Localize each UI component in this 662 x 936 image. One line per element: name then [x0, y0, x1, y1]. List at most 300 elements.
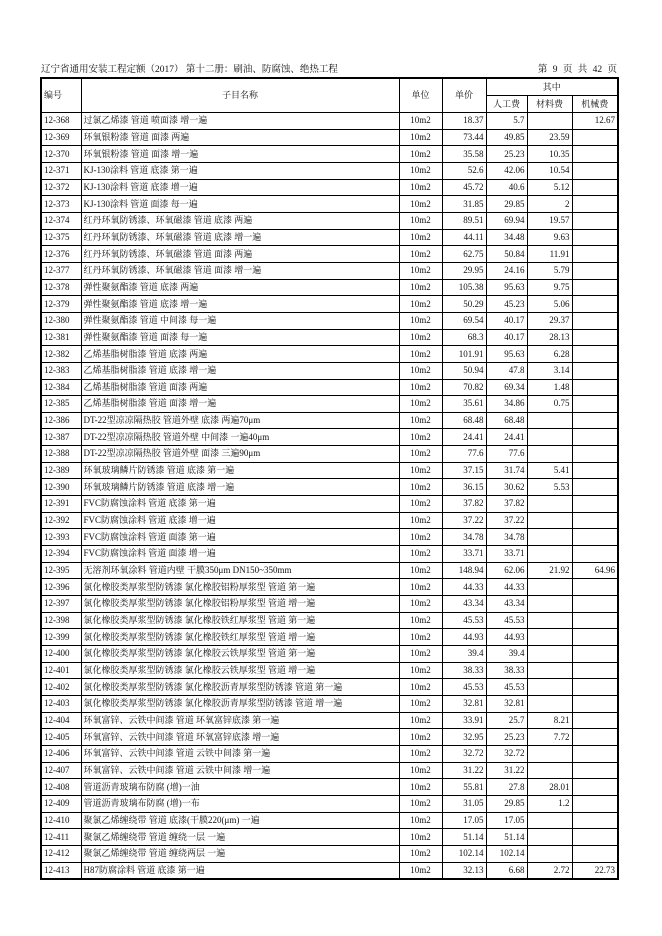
cell-unit: 10m2 [399, 662, 442, 679]
cell-price: 68.3 [442, 329, 486, 346]
table-row [41, 179, 618, 196]
cell-name: 过氯乙烯漆 管道 喷面漆 增一遍 [81, 113, 399, 130]
cell-labor: 69.94 [486, 212, 527, 229]
cell-code: 12-397 [41, 596, 81, 613]
cell-material: 19.57 [527, 212, 572, 229]
cell-name: 弹性聚氨酯漆 管道 中间漆 每一遍 [81, 312, 399, 329]
cell-name: KJ-130涂料 管道 面漆 每一遍 [81, 196, 399, 213]
cell-machine [572, 229, 618, 246]
cell-code: 12-394 [41, 546, 81, 563]
cell-name: 环氧玻璃鳞片防锈漆 管道 底漆 增一遍 [81, 479, 399, 496]
cell-unit: 10m2 [399, 562, 442, 579]
cell-material [527, 546, 572, 563]
table-row [41, 229, 618, 246]
cell-name: 氯化橡胶类厚浆型防锈漆 氯化橡胶沥青厚浆型防锈漆 管道 第一遍 [81, 679, 399, 696]
cell-name: 氯化橡胶类厚浆型防锈漆 氯化橡胶铁红厚浆型 管道 增一遍 [81, 629, 399, 646]
cell-material [527, 596, 572, 613]
cell-labor: 45.53 [486, 679, 527, 696]
cell-machine: 64.96 [572, 562, 618, 579]
cell-name: 无溶剂环氧涂料 管道内壁 干膜350μm DN150~350mm [81, 562, 399, 579]
cell-price: 73.44 [442, 129, 486, 146]
cell-unit: 10m2 [399, 779, 442, 796]
table-row [41, 695, 618, 712]
table-row [41, 446, 618, 463]
cell-price: 148.94 [442, 562, 486, 579]
cell-machine [572, 346, 618, 363]
table-row [41, 196, 618, 213]
cell-unit: 10m2 [399, 362, 442, 379]
cell-material [527, 579, 572, 596]
cell-labor: 37.82 [486, 496, 527, 513]
header-price: 单价 [442, 78, 486, 113]
cell-code: 12-408 [41, 779, 81, 796]
cell-labor: 24.41 [486, 429, 527, 446]
cell-labor: 25.23 [486, 729, 527, 746]
cell-price: 62.75 [442, 246, 486, 263]
cell-unit: 10m2 [399, 812, 442, 829]
cell-unit: 10m2 [399, 629, 442, 646]
cell-machine [572, 246, 618, 263]
table-row [41, 129, 618, 146]
cell-machine [572, 612, 618, 629]
cell-price: 37.82 [442, 496, 486, 513]
cell-unit: 10m2 [399, 396, 442, 413]
table-row [41, 162, 618, 179]
cell-name: DT-22型凉凉隔热胶 管道外壁 底漆 两遍70μm [81, 412, 399, 429]
cell-material: 5.53 [527, 479, 572, 496]
cell-code: 12-379 [41, 296, 81, 313]
cell-material [527, 829, 572, 846]
cell-unit: 10m2 [399, 113, 442, 130]
cell-price: 89.51 [442, 212, 486, 229]
cell-name: 弹性聚氨酯漆 管道 底漆 两遍 [81, 279, 399, 296]
table-row [41, 362, 618, 379]
cell-code: 12-413 [41, 862, 81, 879]
cell-price: 51.14 [442, 829, 486, 846]
cell-name: 管道沥青玻璃布防腐 (增)一布 [81, 795, 399, 812]
cell-machine [572, 312, 618, 329]
cell-unit: 10m2 [399, 312, 442, 329]
header-labor: 人工费 [486, 96, 527, 113]
cell-labor: 39.4 [486, 646, 527, 663]
cell-code: 12-395 [41, 562, 81, 579]
table-row [41, 862, 618, 879]
cell-code: 12-396 [41, 579, 81, 596]
cell-code: 12-411 [41, 829, 81, 846]
cell-machine [572, 829, 618, 846]
cell-unit: 10m2 [399, 695, 442, 712]
cell-labor: 40.6 [486, 179, 527, 196]
cell-labor: 32.72 [486, 745, 527, 762]
cell-code: 12-370 [41, 146, 81, 163]
header-name: 子目名称 [81, 78, 399, 113]
table-row [41, 496, 618, 513]
table-row [41, 712, 618, 729]
cell-unit: 10m2 [399, 296, 442, 313]
cell-machine [572, 712, 618, 729]
header-material: 材料费 [527, 96, 572, 113]
cell-machine [572, 146, 618, 163]
cell-code: 12-405 [41, 729, 81, 746]
cell-labor: 95.63 [486, 279, 527, 296]
cell-machine [572, 812, 618, 829]
cell-machine [572, 745, 618, 762]
cell-unit: 10m2 [399, 279, 442, 296]
cell-code: 12-372 [41, 179, 81, 196]
cell-code: 12-407 [41, 762, 81, 779]
cell-name: 环氧富锌、云铁中间漆 管道 云铁中间漆 第一遍 [81, 745, 399, 762]
cell-price: 77.6 [442, 446, 486, 463]
table-row [41, 679, 618, 696]
cell-unit: 10m2 [399, 479, 442, 496]
cell-material: 1.2 [527, 795, 572, 812]
cell-code: 12-376 [41, 246, 81, 263]
cell-name: 红丹环氧防锈漆、环氧磁漆 管道 面漆 两遍 [81, 246, 399, 263]
cell-machine [572, 529, 618, 546]
cell-machine [572, 479, 618, 496]
table-row [41, 262, 618, 279]
cell-labor: 102.14 [486, 845, 527, 862]
cell-price: 45.53 [442, 612, 486, 629]
cell-price: 55.81 [442, 779, 486, 796]
cell-material: 2 [527, 196, 572, 213]
table-row [41, 579, 618, 596]
cell-unit: 10m2 [399, 429, 442, 446]
cell-machine [572, 729, 618, 746]
page-number: 第 9 页 共 42 页 [537, 65, 617, 75]
cell-code: 12-392 [41, 512, 81, 529]
table-row [41, 296, 618, 313]
cell-code: 12-381 [41, 329, 81, 346]
table-row [41, 379, 618, 396]
cell-unit: 10m2 [399, 329, 442, 346]
cell-labor: 62.06 [486, 562, 527, 579]
cell-unit: 10m2 [399, 129, 442, 146]
cell-name: 氯化橡胶类厚浆型防锈漆 氯化橡胶铝粉厚浆型 管道 增一遍 [81, 596, 399, 613]
cell-unit: 10m2 [399, 512, 442, 529]
cell-price: 36.15 [442, 479, 486, 496]
cell-name: 环氧富锌、云铁中间漆 管道 云铁中间漆 增一遍 [81, 762, 399, 779]
cell-material: 6.28 [527, 346, 572, 363]
cell-code: 12-375 [41, 229, 81, 246]
cell-material [527, 446, 572, 463]
cell-unit: 10m2 [399, 229, 442, 246]
cell-price: 35.61 [442, 396, 486, 413]
cell-labor: 5.7 [486, 113, 527, 130]
cell-material: 29.37 [527, 312, 572, 329]
cell-name: 弹性聚氨酯漆 管道 底漆 增一遍 [81, 296, 399, 313]
cell-name: FVC防腐蚀涂料 管道 面漆 增一遍 [81, 546, 399, 563]
cell-machine [572, 679, 618, 696]
cell-material: 5.06 [527, 296, 572, 313]
cell-unit: 10m2 [399, 196, 442, 213]
cell-price: 43.34 [442, 596, 486, 613]
cell-name: 乙烯基脂树脂漆 管道 底漆 增一遍 [81, 362, 399, 379]
cell-price: 37.22 [442, 512, 486, 529]
table-body [41, 113, 618, 880]
cell-price: 45.53 [442, 679, 486, 696]
cell-price: 101.91 [442, 346, 486, 363]
cell-labor: 27.8 [486, 779, 527, 796]
cell-material: 28.13 [527, 329, 572, 346]
cell-labor: 51.14 [486, 829, 527, 846]
cell-labor: 34.86 [486, 396, 527, 413]
cell-name: 环氧银粉漆 管道 面漆 增一遍 [81, 146, 399, 163]
document-title: 辽宁省通用安装工程定额（2017） 第十二册：刷油、防腐蚀、绝热工程 [41, 65, 338, 75]
cell-material [527, 745, 572, 762]
cell-labor: 30.62 [486, 479, 527, 496]
cell-price: 35.58 [442, 146, 486, 163]
cell-machine [572, 262, 618, 279]
cell-labor: 95.63 [486, 346, 527, 363]
cell-code: 12-368 [41, 113, 81, 130]
cell-unit: 10m2 [399, 446, 442, 463]
cell-labor: 37.22 [486, 512, 527, 529]
table-row [41, 662, 618, 679]
cell-name: 氯化橡胶类厚浆型防锈漆 氯化橡胶铁红厚浆型 管道 第一遍 [81, 612, 399, 629]
cell-unit: 10m2 [399, 712, 442, 729]
cell-name: 氯化橡胶类厚浆型防锈漆 氯化橡胶云铁厚浆型 管道 增一遍 [81, 662, 399, 679]
cell-machine [572, 795, 618, 812]
header-unit: 单位 [399, 78, 442, 113]
table-row [41, 546, 618, 563]
cell-unit: 10m2 [399, 745, 442, 762]
table-row [41, 529, 618, 546]
table-row [41, 629, 618, 646]
cell-machine [572, 429, 618, 446]
cell-machine [572, 695, 618, 712]
cell-price: 50.29 [442, 296, 486, 313]
cell-price: 37.15 [442, 462, 486, 479]
cell-price: 17.05 [442, 812, 486, 829]
cell-material [527, 762, 572, 779]
cell-machine [572, 362, 618, 379]
cell-machine [572, 162, 618, 179]
cell-machine [572, 196, 618, 213]
cell-unit: 10m2 [399, 179, 442, 196]
cell-material [527, 429, 572, 446]
cell-material [527, 629, 572, 646]
cell-name: 乙烯基脂树脂漆 管道 底漆 两遍 [81, 346, 399, 363]
cell-code: 12-385 [41, 396, 81, 413]
cell-machine [572, 579, 618, 596]
cell-material [527, 662, 572, 679]
cell-machine: 22.73 [572, 862, 618, 879]
cell-name: 氯化橡胶类厚浆型防锈漆 氯化橡胶沥青厚浆型防锈漆 管道 增一遍 [81, 695, 399, 712]
cell-code: 12-400 [41, 646, 81, 663]
cell-unit: 10m2 [399, 795, 442, 812]
cell-name: 氯化橡胶类厚浆型防锈漆 氯化橡胶云铁厚浆型 管道 第一遍 [81, 646, 399, 663]
cell-price: 68.48 [442, 412, 486, 429]
cell-price: 44.11 [442, 229, 486, 246]
cell-price: 33.71 [442, 546, 486, 563]
cell-labor: 34.78 [486, 529, 527, 546]
cell-name: 氯化橡胶类厚浆型防锈漆 氯化橡胶铝粉厚浆型 管道 第一遍 [81, 579, 399, 596]
cell-name: H87防腐涂料 管道 底漆 第一遍 [81, 862, 399, 879]
cell-code: 12-391 [41, 496, 81, 513]
cell-price: 33.91 [442, 712, 486, 729]
cell-material: 5.79 [527, 262, 572, 279]
cell-machine [572, 179, 618, 196]
cell-material [527, 496, 572, 513]
cell-material [527, 512, 572, 529]
cell-unit: 10m2 [399, 845, 442, 862]
cell-labor: 6.68 [486, 862, 527, 879]
cell-unit: 10m2 [399, 546, 442, 563]
cell-name: KJ-130涂料 管道 底漆 第一遍 [81, 162, 399, 179]
cell-unit: 10m2 [399, 462, 442, 479]
cell-code: 12-373 [41, 196, 81, 213]
cell-price: 38.33 [442, 662, 486, 679]
cell-code: 12-380 [41, 312, 81, 329]
cell-material: 23.59 [527, 129, 572, 146]
cell-code: 12-382 [41, 346, 81, 363]
cell-price: 18.37 [442, 113, 486, 130]
cell-material: 8.21 [527, 712, 572, 729]
cell-unit: 10m2 [399, 579, 442, 596]
table-row [41, 146, 618, 163]
table-row [41, 212, 618, 229]
cell-labor: 25.23 [486, 146, 527, 163]
cell-machine [572, 329, 618, 346]
cell-code: 12-393 [41, 529, 81, 546]
cell-machine [572, 629, 618, 646]
table-row [41, 246, 618, 263]
cell-name: FVC防腐蚀涂料 管道 面漆 第一遍 [81, 529, 399, 546]
cell-machine [572, 212, 618, 229]
cell-code: 12-401 [41, 662, 81, 679]
cell-labor: 69.34 [486, 379, 527, 396]
cell-price: 44.33 [442, 579, 486, 596]
cell-name: FVC防腐蚀涂料 管道 底漆 增一遍 [81, 512, 399, 529]
cell-material [527, 695, 572, 712]
cell-code: 12-384 [41, 379, 81, 396]
cell-code: 12-403 [41, 695, 81, 712]
cell-price: 69.54 [442, 312, 486, 329]
cell-unit: 10m2 [399, 246, 442, 263]
table-row [41, 612, 618, 629]
cell-name: 环氧玻璃鳞片防锈漆 管道 底漆 第一遍 [81, 462, 399, 479]
cell-code: 12-388 [41, 446, 81, 463]
cell-machine [572, 779, 618, 796]
cell-price: 32.95 [442, 729, 486, 746]
cell-price: 44.93 [442, 629, 486, 646]
cell-name: 聚氯乙烯缠绕带 管道 缠绕一层 一遍 [81, 829, 399, 846]
cell-unit: 10m2 [399, 162, 442, 179]
table-row [41, 462, 618, 479]
cell-name: 管道沥青玻璃布防腐 (增)一油 [81, 779, 399, 796]
cell-code: 12-378 [41, 279, 81, 296]
cell-material: 2.72 [527, 862, 572, 879]
cell-material [527, 845, 572, 862]
cell-name: 环氧银粉漆 管道 面漆 两遍 [81, 129, 399, 146]
cell-machine [572, 296, 618, 313]
cell-unit: 10m2 [399, 346, 442, 363]
table-row [41, 429, 618, 446]
cell-material [527, 113, 572, 130]
cell-machine [572, 412, 618, 429]
cell-code: 12-374 [41, 212, 81, 229]
cell-unit: 10m2 [399, 762, 442, 779]
cell-material: 10.35 [527, 146, 572, 163]
cell-name: 红丹环氧防锈漆、环氧磁漆 管道 底漆 增一遍 [81, 229, 399, 246]
table-row [41, 346, 618, 363]
cell-name: 乙烯基脂树脂漆 管道 面漆 增一遍 [81, 396, 399, 413]
cell-code: 12-371 [41, 162, 81, 179]
table-row [41, 113, 618, 130]
cell-name: 环氧富锌、云铁中间漆 管道 环氧富锌底漆 增一遍 [81, 729, 399, 746]
cell-price: 29.95 [442, 262, 486, 279]
cell-labor: 40.17 [486, 329, 527, 346]
cell-machine [572, 279, 618, 296]
cell-machine [572, 396, 618, 413]
cell-labor: 77.6 [486, 446, 527, 463]
cell-price: 31.85 [442, 196, 486, 213]
cell-code: 12-387 [41, 429, 81, 446]
cell-labor: 49.85 [486, 129, 527, 146]
cell-code: 12-386 [41, 412, 81, 429]
cell-material: 7.72 [527, 729, 572, 746]
cell-unit: 10m2 [399, 646, 442, 663]
cell-code: 12-412 [41, 845, 81, 862]
cell-price: 105.38 [442, 279, 486, 296]
cell-name: DT-22型凉凉隔热胶 管道外壁 面漆 三遍90μm [81, 446, 399, 463]
cell-price: 31.22 [442, 762, 486, 779]
cell-labor: 68.48 [486, 412, 527, 429]
table-row [41, 646, 618, 663]
cell-material [527, 646, 572, 663]
cell-labor: 24.16 [486, 262, 527, 279]
header-group: 其中 [486, 78, 618, 96]
cell-price: 102.14 [442, 845, 486, 862]
header-machine: 机械费 [572, 96, 618, 113]
cell-name: DT-22型凉凉隔热胶 管道外壁 中间漆 一遍40μm [81, 429, 399, 446]
cell-material: 21.92 [527, 562, 572, 579]
table-row [41, 329, 618, 346]
cell-name: 聚氯乙烯缠绕带 管道 缠绕两层 一遍 [81, 845, 399, 862]
cell-machine: 12.67 [572, 113, 618, 130]
cell-price: 50.94 [442, 362, 486, 379]
cell-labor: 50.84 [486, 246, 527, 263]
table-row [41, 762, 618, 779]
cell-price: 70.82 [442, 379, 486, 396]
cell-code: 12-369 [41, 129, 81, 146]
cell-labor: 32.81 [486, 695, 527, 712]
cell-code: 12-410 [41, 812, 81, 829]
table-row [41, 562, 618, 579]
cell-material [527, 812, 572, 829]
cell-code: 12-409 [41, 795, 81, 812]
table-row [41, 396, 618, 413]
cell-price: 31.05 [442, 795, 486, 812]
cell-machine [572, 596, 618, 613]
cell-unit: 10m2 [399, 146, 442, 163]
cell-unit: 10m2 [399, 412, 442, 429]
cell-unit: 10m2 [399, 829, 442, 846]
table-row [41, 812, 618, 829]
table-row [41, 745, 618, 762]
cell-labor: 17.05 [486, 812, 527, 829]
cell-material: 10.54 [527, 162, 572, 179]
cell-unit: 10m2 [399, 596, 442, 613]
table-row [41, 279, 618, 296]
cell-machine [572, 462, 618, 479]
cell-code: 12-402 [41, 679, 81, 696]
cell-unit: 10m2 [399, 379, 442, 396]
cell-labor: 38.33 [486, 662, 527, 679]
cell-code: 12-398 [41, 612, 81, 629]
cell-labor: 44.33 [486, 579, 527, 596]
